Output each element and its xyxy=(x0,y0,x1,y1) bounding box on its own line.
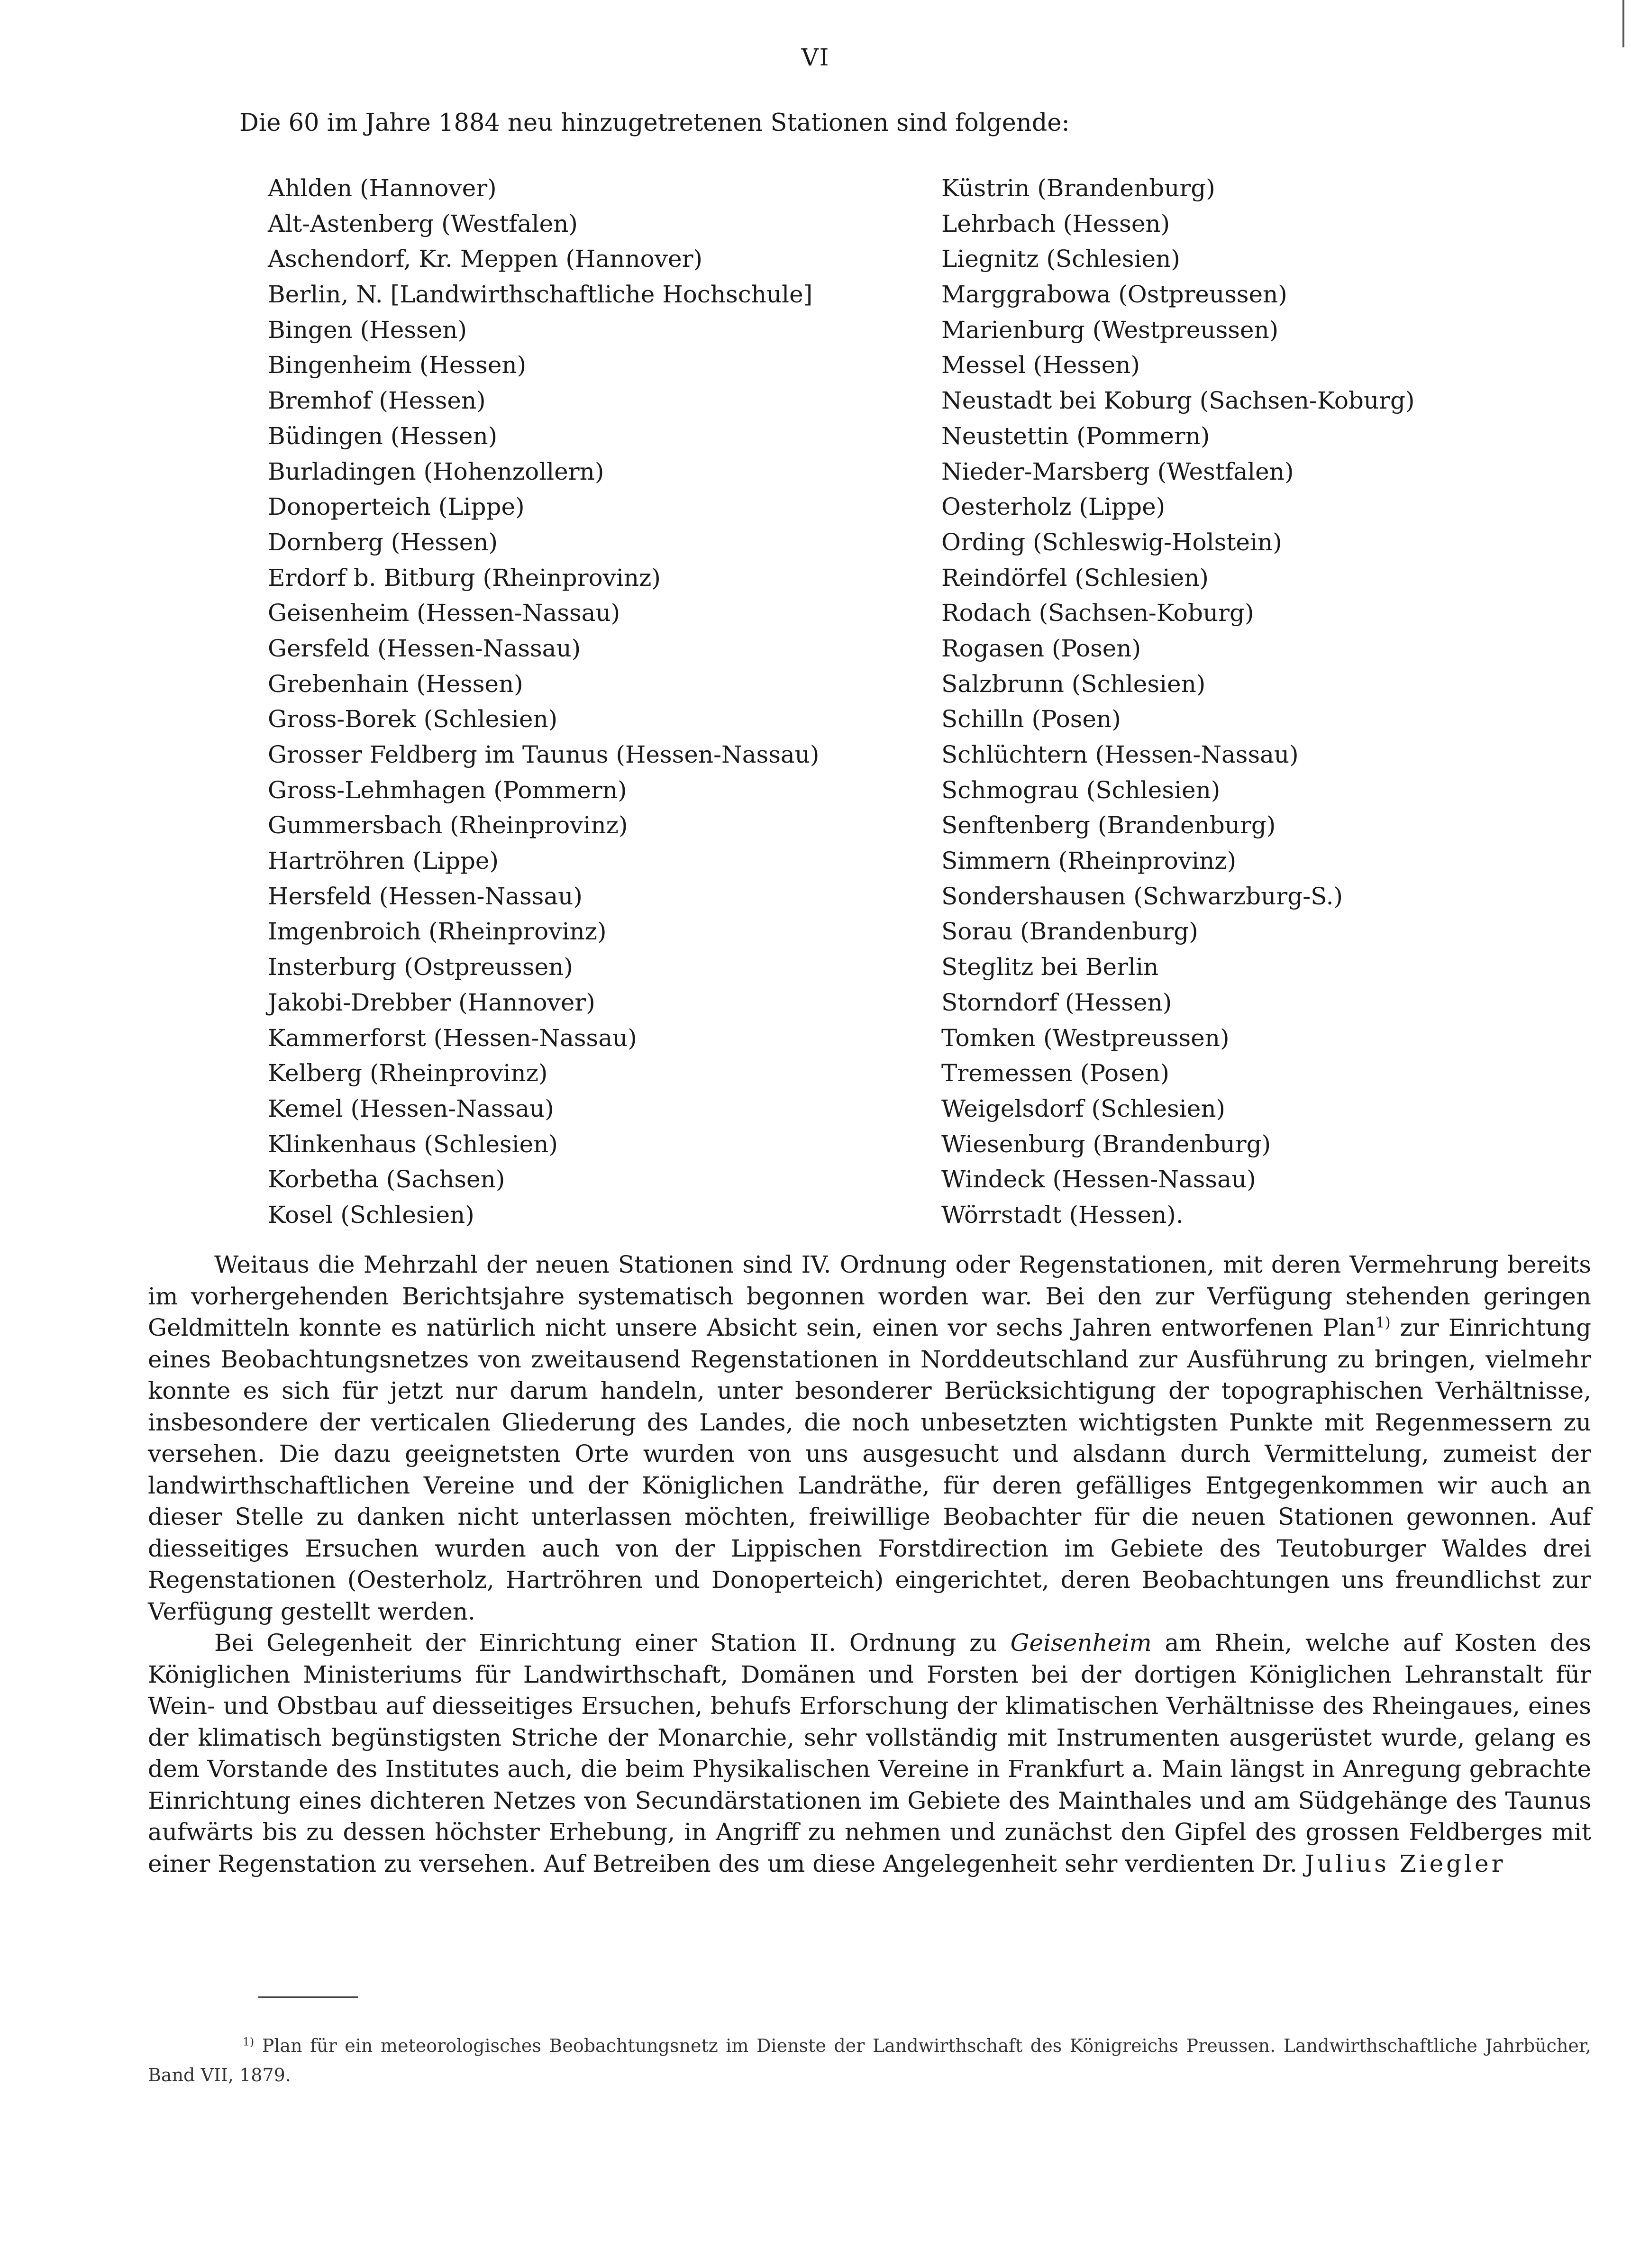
station-entry: Rodach (Sachsen-Koburg) xyxy=(941,599,1254,627)
station-entry: Geisenheim (Hessen-Nassau) xyxy=(268,599,620,627)
station-entry: Salzbrunn (Schlesien) xyxy=(941,670,1206,698)
station-entry: Insterburg (Ostpreussen) xyxy=(268,953,573,981)
station-entry: Alt-Astenberg (Westfalen) xyxy=(268,209,578,237)
station-entry: Bremhof (Hessen) xyxy=(268,387,486,415)
paragraph-1-text-a: Weitaus die Mehrzahl der neuen Stationen sind IV. Ordnung oder Regenstationen, mit deren Vermehrung bereits im vorhergehenden Berichtsjahre systematisch begonnen worden war. Bei den zur Verfügung stehenden geringen Geldmitteln konnte es natürlich nicht unsere Absicht sein, einen vor sechs Jahren entworfenen Plan xyxy=(148,1251,1591,1341)
station-entry: Büdingen (Hessen) xyxy=(268,422,498,450)
paragraph-2-text-b: am Rhein, welche auf Kosten des Königlichen Ministeriums für Landwirthschaft, Domänen und Forsten bei der dortigen Königlichen Lehranstalt für Wein- und Obstbau auf diesseitiges Ersuchen, behufs Erforschung der klimatischen Verhältnisse des Rheingaues, eines der klimatisch begünstigsten Striche der Monarchie, sehr vollständig mit Instrumenten ausgerüstet wurde, gelang es dem Vorstande des Institutes auch, die beim Physikalischen Vereine in Frankfurt a. Main längst in Anregung gebrachte Einrichtung eines dichteren Netzes von Secundärstationen im Gebiete des Mainthales und am Südgehänge des Taunus aufwärts bis zu dessen höchster Erhebung, in Angriff zu nehmen und zunächst den Gipfel des grossen Feldberges mit einer Regenstation zu versehen. Auf Betreiben des um diese Angelegenheit sehr verdienten Dr. xyxy=(148,1629,1592,1877)
footnote xyxy=(148,2031,1591,2090)
station-entry: Kammerforst (Hessen-Nassau) xyxy=(268,1024,637,1052)
station-entry: Grebenhain (Hessen) xyxy=(268,670,523,698)
station-entry: Grosser Feldberg im Taunus (Hessen-Nassau) xyxy=(268,741,820,768)
station-entry: Tremessen (Posen) xyxy=(941,1059,1170,1087)
paragraph-1 xyxy=(148,1249,1591,1627)
station-entry: Neustadt bei Koburg (Sachsen-Koburg) xyxy=(941,387,1415,415)
station-entry: Sondershausen (Schwarzburg-S.) xyxy=(941,882,1343,910)
station-entry: Kelberg (Rheinprovinz) xyxy=(268,1059,548,1087)
station-entry: Gross-Lehmhagen (Pommern) xyxy=(268,776,627,804)
station-entry: Rogasen (Posen) xyxy=(941,634,1141,662)
station-entry: Liegnitz (Schlesien) xyxy=(941,245,1180,273)
station-entry: Donoperteich (Lippe) xyxy=(268,493,525,521)
place-name-geisenheim: Geisenheim xyxy=(1010,1629,1152,1657)
paragraph-1-text-b: zur Einrichtung eines Beobachtungsnetzes von zweitausend Regenstationen in Norddeutschland zur Ausführung zu bringen, vielmehr konnte es sich für jetzt nur darum handeln, unter besonderer Berücksichtigung der topographischen Verhältnisse, insbesondere der verticalen Gliederung des Landes, die noch unbesetzten wichtigsten Punkte mit Regenmessern zu versehen. Die dazu geeignetsten Orte wurden von uns ausgesucht und alsdann durch Vermittelung, zumeist der landwirthschaftlichen Vereine und der Königlichen Landräthe, für deren gefälliges Entgegenkommen wir auch an dieser Stelle zu danken nicht unterlassen möchten, freiwillige Beobachter für die neuen Stationen gewonnen. Auf diesseitiges Ersuchen wurden auch von der Lippischen Forstdirection im Gebiete des Teutoburger Waldes drei Regenstationen (Oesterholz, Hartröhren und Donoperteich) eingerichtet, deren Beobachtungen uns freundlichst zur Verfügung gestellt werden. xyxy=(148,1314,1592,1625)
station-entry: Gummersbach (Rheinprovinz) xyxy=(268,811,628,839)
footnote-divider xyxy=(258,1996,358,1998)
station-entry: Tomken (Westpreussen) xyxy=(941,1024,1230,1052)
station-entry: Bingenheim (Hessen) xyxy=(268,351,527,379)
station-entry: Imgenbroich (Rheinprovinz) xyxy=(268,918,607,946)
station-entry: Steglitz bei Berlin xyxy=(941,953,1159,981)
station-entry: Messel (Hessen) xyxy=(941,351,1140,379)
station-entry: Oesterholz (Lippe) xyxy=(941,493,1166,521)
station-entry: Gross-Borek (Schlesien) xyxy=(268,705,558,733)
station-entry: Berlin, N. [Landwirthschaftliche Hochschule] xyxy=(268,281,813,309)
footnote-marker: 1) xyxy=(243,2035,255,2049)
station-entry: Klinkenhaus (Schlesien) xyxy=(268,1130,558,1158)
station-entry: Ahlden (Hannover) xyxy=(268,174,497,202)
station-entry: Storndorf (Hessen) xyxy=(941,988,1172,1016)
paragraph-2 xyxy=(148,1627,1591,1879)
station-entry: Kosel (Schlesien) xyxy=(268,1201,474,1229)
paragraph-2-text-a: Bei Gelegenheit der Einrichtung einer Station II. Ordnung zu xyxy=(214,1629,1011,1657)
intro-line: Die 60 im Jahre 1884 neu hinzugetretenen Stationen sind folgende: xyxy=(239,109,1070,137)
person-name: Julius Ziegler xyxy=(1304,1849,1506,1877)
station-entry: Erdorf b. Bitburg (Rheinprovinz) xyxy=(268,564,661,592)
station-entry: Wörrstadt (Hessen). xyxy=(941,1201,1184,1229)
station-entry: Windeck (Hessen-Nassau) xyxy=(941,1166,1256,1193)
station-entry: Lehrbach (Hessen) xyxy=(941,209,1170,237)
station-entry: Marienburg (Westpreussen) xyxy=(941,316,1279,344)
station-entry: Senftenberg (Brandenburg) xyxy=(941,811,1276,839)
station-entry: Jakobi-Drebber (Hannover) xyxy=(268,988,595,1016)
station-entry: Wiesenburg (Brandenburg) xyxy=(941,1130,1271,1158)
station-entry: Schilln (Posen) xyxy=(941,705,1121,733)
station-entry: Sorau (Brandenburg) xyxy=(941,918,1198,946)
station-entry: Ording (Schleswig-Holstein) xyxy=(941,528,1282,556)
body-text xyxy=(148,1249,1591,1879)
station-entry: Bingen (Hessen) xyxy=(268,316,467,344)
station-entry: Hartröhren (Lippe) xyxy=(268,847,499,875)
station-entry: Simmern (Rheinprovinz) xyxy=(941,847,1237,875)
station-entry: Weigelsdorf (Schlesien) xyxy=(941,1094,1226,1122)
station-entry: Aschendorf, Kr. Meppen (Hannover) xyxy=(268,245,702,273)
station-entry: Korbetha (Sachsen) xyxy=(268,1166,505,1193)
station-entry: Kemel (Hessen-Nassau) xyxy=(268,1094,554,1122)
station-entry: Schlüchtern (Hessen-Nassau) xyxy=(941,741,1299,768)
station-entry: Küstrin (Brandenburg) xyxy=(941,174,1215,202)
footnote-reference: 1) xyxy=(1375,1314,1391,1331)
page-number: VI xyxy=(801,44,830,71)
station-entry: Schmograu (Schlesien) xyxy=(941,776,1221,804)
station-entry: Nieder-Marsberg (Westfalen) xyxy=(941,457,1294,485)
station-entry: Dornberg (Hessen) xyxy=(268,528,498,556)
station-entry: Marggrabowa (Ostpreussen) xyxy=(941,281,1287,309)
station-list-right xyxy=(941,171,1415,1233)
page-edge-mark xyxy=(1622,0,1624,47)
station-entry: Gersfeld (Hessen-Nassau) xyxy=(268,634,581,662)
station-entry: Hersfeld (Hessen-Nassau) xyxy=(268,882,583,910)
station-list-left xyxy=(268,171,819,1233)
station-entry: Reindörfel (Schlesien) xyxy=(941,564,1209,592)
footnote-text: Plan für ein meteorologisches Beobachtungsnetz im Dienste der Landwirthschaft des Königreichs Preussen. Landwirthschaftliche Jahrbücher, Band VII, 1879. xyxy=(148,2035,1591,2086)
station-entry: Neustettin (Pommern) xyxy=(941,422,1210,450)
station-entry: Burladingen (Hohenzollern) xyxy=(268,457,604,485)
